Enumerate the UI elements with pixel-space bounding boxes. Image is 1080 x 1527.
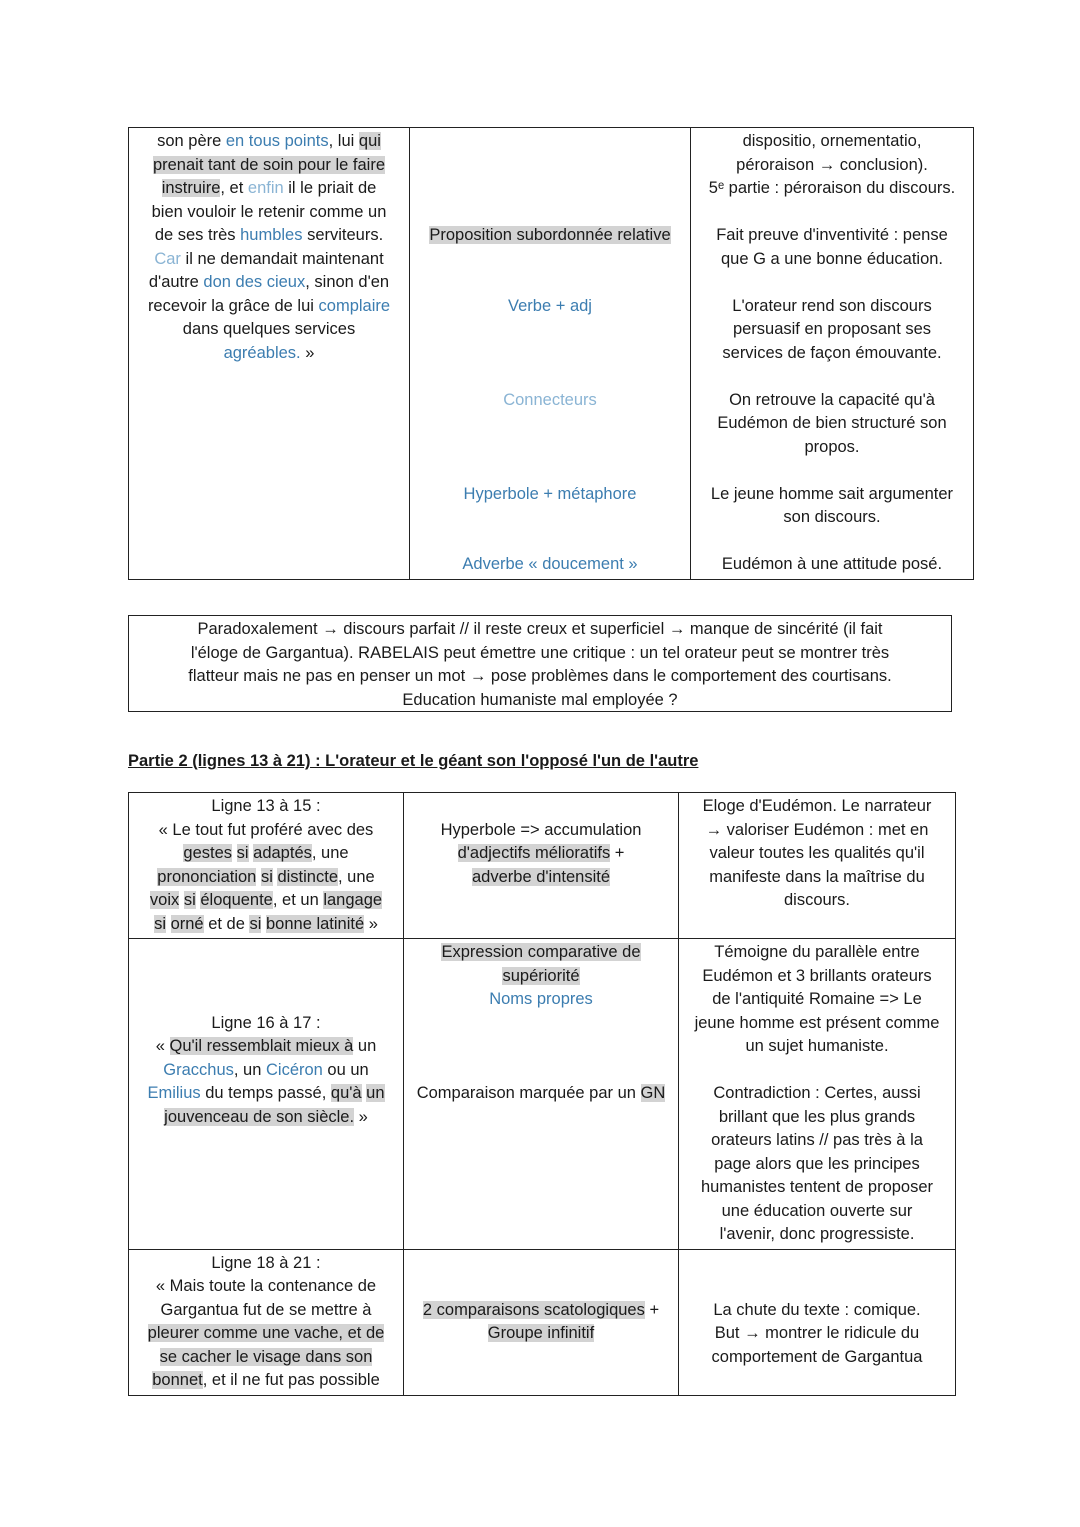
text-run: humanistes tentent de proposer [700, 1178, 934, 1196]
procedure-cell [404, 793, 679, 939]
text-run: Noms propres [489, 990, 593, 1008]
conclusion-text [129, 616, 951, 714]
text-run: brillant que les plus grands [718, 1107, 916, 1126]
text-run: du temps passé, [200, 1084, 331, 1102]
quote-text [129, 1250, 403, 1395]
text-run: supériorité [502, 966, 580, 985]
text-run: Connecteurs [503, 390, 597, 409]
text-run: si [236, 844, 249, 862]
quote-text [129, 939, 403, 1131]
text-run: instruire [161, 179, 221, 197]
text-run: bien vouloir le retenir comme un [151, 202, 387, 221]
text-run: Education humaniste mal employée ? [402, 690, 678, 709]
spacer [410, 1252, 672, 1299]
spacer [416, 506, 684, 553]
text-run: dispositio, ornementatio, [742, 132, 922, 150]
text-run: La chute du texte : comique. [713, 1300, 921, 1319]
text-run: bonne latinité [266, 914, 365, 933]
procedure-cell [410, 128, 691, 580]
text-run: 5ᵉ partie : péroraison du discours. [708, 179, 956, 197]
text-run: Hyperbole + métaphore [463, 484, 637, 503]
interpretation-cell [679, 793, 956, 939]
text-run: Eudémon de bien structuré son [717, 414, 947, 432]
text-run: humbles [240, 226, 303, 244]
text-run: bonnet [152, 1371, 203, 1389]
text-run: Cicéron [265, 1060, 323, 1079]
text-run: L'orateur rend son discours [732, 296, 932, 315]
text-run: orné [170, 914, 204, 933]
spacer [697, 201, 967, 225]
spacer [410, 1012, 672, 1083]
text-run: qu'à [330, 1084, 362, 1102]
text-run: , et [220, 179, 248, 197]
text-run: recevoir la grâce de lui [147, 296, 319, 315]
text-run: l'avenir, donc progressiste. [719, 1225, 915, 1243]
text-run: manifeste dans la maîtrise du [709, 867, 925, 886]
text-run: Le jeune homme sait argumenter [710, 484, 954, 503]
text-run: On retrouve la capacité qu'à [729, 390, 935, 409]
spacer [416, 248, 684, 295]
text-run: voix [149, 891, 180, 909]
text-run: Eudémon à une attitude posé. [721, 555, 943, 573]
text-run: enfin [247, 179, 284, 197]
text-run: un [366, 1084, 385, 1102]
quote-cell [129, 939, 404, 1250]
text-run: comportement de Gargantua [711, 1347, 923, 1366]
spacer [416, 130, 684, 224]
text-run: Eudémon et 3 brillants orateurs [702, 966, 932, 985]
text-run: gestes [183, 844, 233, 862]
interpretation-cell [679, 1249, 956, 1395]
text-run: prononciation [157, 867, 257, 886]
text-run: un [353, 1037, 377, 1055]
text-run: Eloge d'Eudémon. Le narrateur [702, 797, 932, 815]
text-run: son père [157, 132, 226, 150]
text-run: , et un [272, 891, 324, 909]
text-run: , une [311, 844, 349, 862]
text-run: → valoriser Eudémon : met en [705, 820, 929, 839]
text-run: se cacher le visage dans son [159, 1347, 373, 1366]
interpretation-text [691, 128, 973, 579]
text-run: Ligne 16 à 17 : [211, 1013, 321, 1032]
spacer [697, 271, 967, 295]
text-run: jouvenceau de son siècle. [164, 1107, 355, 1126]
text-run: » [300, 343, 315, 362]
text-run: Adverbe « doucement » [462, 555, 638, 573]
text-run: Ligne 18 à 21 : [211, 1253, 321, 1272]
text-run: , une [338, 867, 375, 886]
text-run: adverbe d'intensité [472, 867, 610, 886]
analysis-table-part2 [128, 792, 956, 1396]
text-run: jeune homme est présent comme [694, 1013, 940, 1032]
text-run: que G a une bonne éducation. [720, 249, 944, 268]
procedure-text [410, 128, 690, 579]
interpretation-text [679, 939, 955, 1249]
spacer [685, 1252, 949, 1299]
quote-cell [129, 128, 410, 580]
text-run: + [610, 844, 625, 862]
spacer [697, 365, 967, 389]
text-run: Paradoxalement → discours parfait // il reste creux et superficiel → manque de sincérité (il fait [197, 620, 883, 638]
text-run: si [183, 891, 196, 909]
text-run [232, 844, 237, 862]
text-run: orateurs latins // pas très à la [711, 1131, 923, 1149]
text-run: Car [154, 249, 181, 268]
text-run: Expression comparative de [441, 943, 641, 961]
text-run: valeur toutes les qualités qu'il [709, 844, 925, 862]
procedure-cell [404, 939, 679, 1250]
spacer [416, 412, 684, 483]
text-run: un sujet humaniste. [745, 1037, 889, 1055]
procedure-text [404, 1250, 678, 1348]
spacer [410, 795, 672, 819]
text-run: don des cieux [203, 273, 306, 291]
text-run: adaptés [253, 844, 312, 862]
interpretation-text [679, 1250, 955, 1372]
text-run: » [364, 914, 378, 933]
text-run: Groupe infinitif [487, 1324, 595, 1342]
spacer [697, 459, 967, 483]
text-run: si [249, 914, 262, 933]
interpretation-cell [679, 939, 956, 1250]
interpretation-cell [691, 128, 974, 580]
text-run: But → montrer le ridicule du [714, 1324, 920, 1342]
text-run: péroraison → conclusion). [736, 155, 928, 174]
text-run: Proposition subordonnée relative [429, 226, 671, 244]
text-run: Qu'il ressemblait mieux à [169, 1037, 354, 1055]
quote-text [129, 793, 403, 938]
text-run: ou un [322, 1060, 369, 1079]
text-run: Hyperbole => accumulation [440, 820, 642, 839]
text-run: Gargantua fut de se mettre à [160, 1300, 372, 1319]
text-run: discours. [783, 891, 851, 909]
analysis-table-part1 [128, 127, 974, 580]
text-run: et de [203, 914, 250, 933]
quote-text [129, 128, 409, 367]
text-run: propos. [804, 437, 860, 456]
text-run: serviteurs. [302, 226, 384, 244]
procedure-text [404, 939, 678, 1108]
text-run: en tous points [225, 132, 329, 150]
text-run: il le priait de [283, 179, 377, 197]
text-run: une éducation ouverte sur [721, 1201, 913, 1220]
text-run: persuasif en proposant ses [732, 320, 932, 338]
text-run: Gracchus [163, 1060, 234, 1079]
text-run: distincte [277, 867, 338, 886]
text-run: éloquente [200, 891, 273, 909]
spacer [697, 530, 967, 554]
text-run: dans quelques services [182, 320, 356, 338]
quote-cell [129, 793, 404, 939]
text-run: d'autre [148, 273, 204, 291]
procedure-cell [404, 1249, 679, 1395]
spacer [416, 318, 684, 389]
text-run: pleurer comme une vache, et de [147, 1324, 385, 1342]
text-run: Ligne 13 à 15 : [211, 797, 321, 815]
text-run: » [354, 1107, 368, 1126]
text-run: Contradiction : Certes, aussi [713, 1084, 921, 1102]
text-run: « [155, 1037, 170, 1055]
quote-cell [129, 1249, 404, 1395]
text-run: qui [358, 132, 381, 150]
text-run: flatteur mais ne pas en penser un mot → pose problèmes dans le comportement des courtisans. [188, 667, 892, 685]
text-run: Comparaison marquée par un [416, 1084, 641, 1102]
conclusion-box [128, 615, 952, 712]
text-run: de ses très [154, 226, 241, 244]
text-run: « Le tout fut proféré avec des [158, 820, 374, 839]
text-run: GN [640, 1084, 666, 1102]
text-run: complaire [318, 296, 391, 315]
text-run: prenait tant de soin pour le faire [152, 155, 386, 174]
text-run: page alors que les principes [714, 1154, 920, 1173]
procedure-text [404, 793, 678, 891]
text-run: si [154, 914, 166, 933]
text-run: son discours. [783, 508, 881, 526]
text-run: 2 comparaisons scatologiques [422, 1300, 645, 1319]
spacer [135, 941, 397, 1012]
text-run: Emilius [147, 1084, 201, 1102]
text-run: , un [233, 1060, 266, 1079]
text-run: + [644, 1300, 660, 1319]
text-run: si [260, 867, 273, 886]
text-run: , lui [328, 132, 359, 150]
text-run [166, 915, 171, 933]
text-run: langage [323, 891, 383, 909]
spacer [685, 1059, 949, 1083]
text-run: d'adjectifs mélioratifs [457, 844, 611, 862]
text-run: l'éloge de Gargantua). RABELAIS peut émettre une critique : un tel orateur peut se montrer très [190, 643, 890, 662]
text-run: Verbe + adj [508, 296, 592, 315]
section-title: Partie 2 (lignes 13 à 21) : L'orateur et le géant son l'opposé l'un de l'autre [128, 752, 699, 770]
text-run: , et il ne fut pas possible [202, 1371, 380, 1389]
text-run: il ne demandait maintenant [180, 249, 384, 268]
text-run: « Mais toute la contenance de [155, 1277, 377, 1295]
text-run: de l'antiquité Romaine => Le [712, 990, 922, 1008]
text-run: Fait preuve d'inventivité : pense [716, 226, 948, 244]
text-run: Témoigne du parallèle entre [714, 943, 920, 961]
text-run: services de façon émouvante. [722, 343, 942, 362]
text-run: agréables. [223, 343, 301, 362]
text-run: , sinon d'en [305, 273, 390, 291]
interpretation-text [679, 793, 955, 915]
